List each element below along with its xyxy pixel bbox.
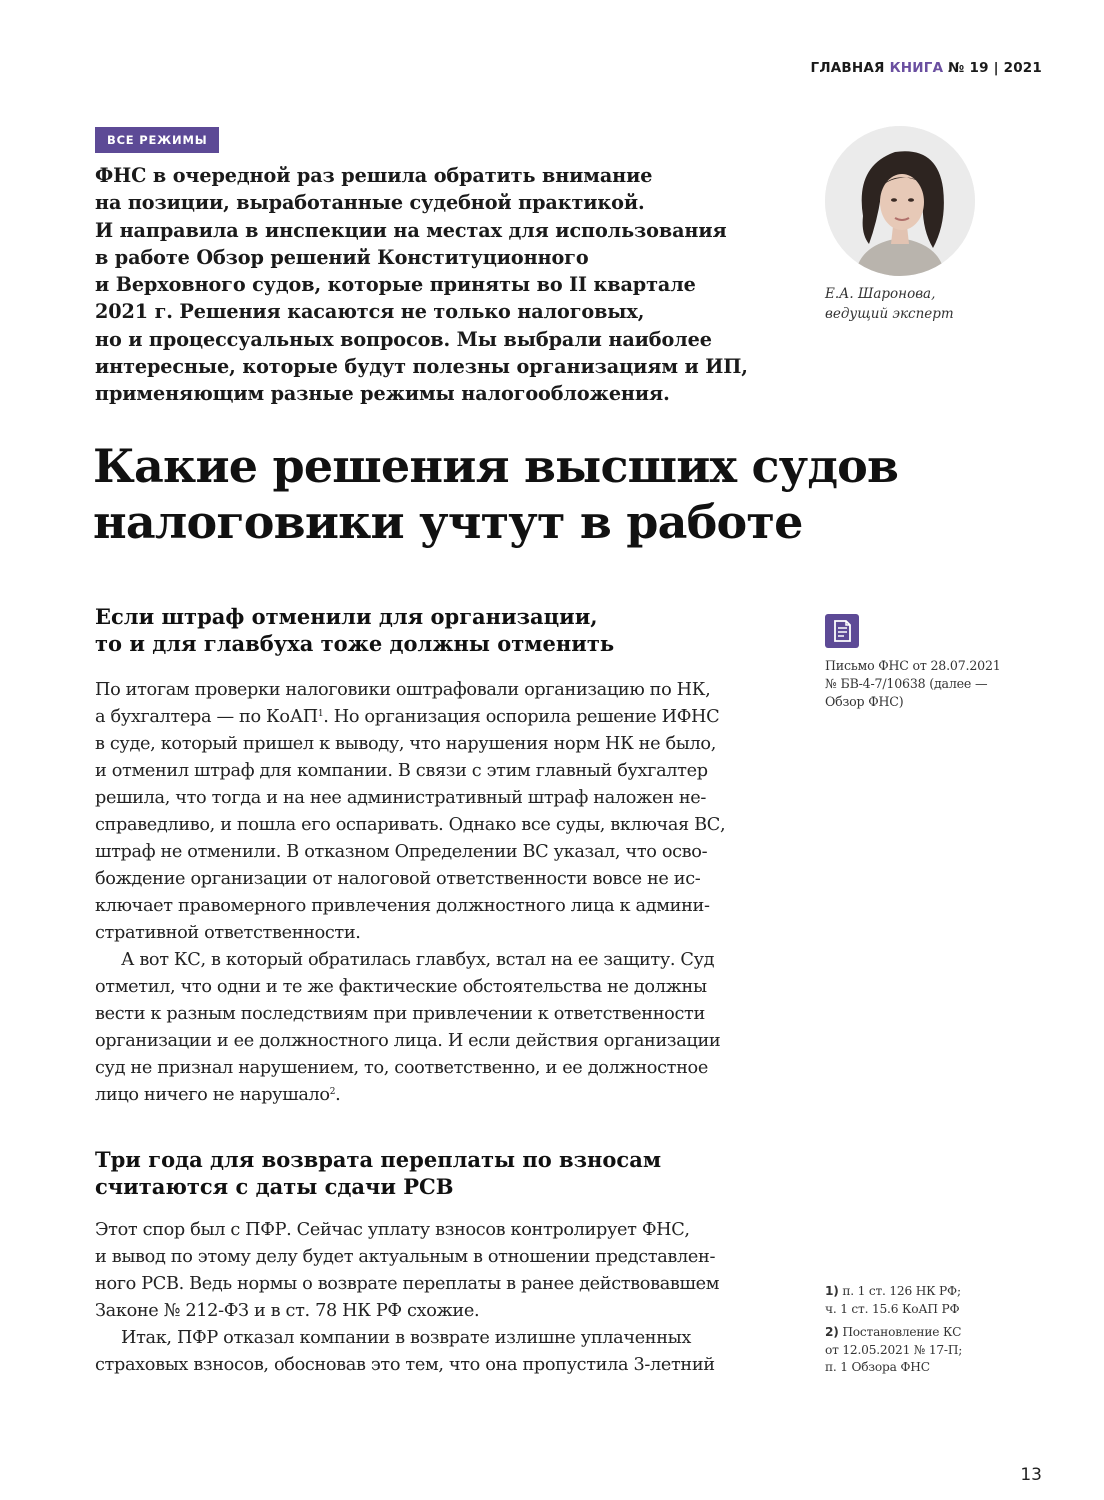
document-icon-glyph xyxy=(825,614,859,648)
section-heading xyxy=(95,603,614,657)
lead-line: в работе Обзор решений Конституционного xyxy=(95,245,589,269)
body-line: суд не признал нарушением, то, соответственно, и ее должностное xyxy=(95,1058,708,1078)
author-role: ведущий эксперт xyxy=(825,306,954,322)
brand-name-accent: КНИГА xyxy=(889,60,944,76)
title-line: Какие решения высших судов xyxy=(93,439,899,493)
section-heading-line: Три года для возврата переплаты по взносам xyxy=(95,1147,662,1172)
lead-line: ФНС в очередной раз решила обратить внимание xyxy=(95,164,653,187)
author-name: Е.А. Шаронова, xyxy=(825,286,936,302)
section-heading-line: то и для главбуха тоже должны отменить xyxy=(95,631,615,656)
lead-paragraph xyxy=(95,162,785,408)
body-line: Этот спор был с ПФР. Сейчас уплату взносов контролирует ФНС, xyxy=(95,1220,690,1240)
issue-number: № 19 | 2021 xyxy=(948,60,1042,76)
source-note-line: № БВ-4-7/10638 (далее — xyxy=(825,676,988,691)
body-line: в суде, который пришел к выводу, что нарушения норм НК не было, xyxy=(95,734,716,754)
body-line: отметил, что одни и те же фактические обстоятельства не должны xyxy=(95,977,707,997)
footnote-ref[interactable]: 2 xyxy=(329,1087,336,1097)
footnote-line xyxy=(825,1324,962,1342)
page-number: 13 xyxy=(1020,1465,1042,1485)
footnote-line xyxy=(825,1283,962,1301)
body-line: Законе № 212-ФЗ и в ст. 78 НК РФ схожие. xyxy=(95,1301,480,1321)
footnote-number: 2) xyxy=(825,1325,839,1339)
footnote-number: 1) xyxy=(825,1284,839,1298)
body-line: страховых взносов, обосновав это тем, что она пропустила 3-летний xyxy=(95,1355,715,1375)
body-line: решила, что тогда и на нее административный штраф наложен не- xyxy=(95,788,707,808)
section-heading-line: Если штраф отменили для организации, xyxy=(95,604,598,629)
body-line: и отменил штраф для компании. В связи с этим главный бухгалтер xyxy=(95,761,708,781)
lead-line: и Верховного судов, которые приняты во II квартале xyxy=(95,273,696,297)
body-line: По итогам проверки налоговики оштрафовали организацию по НК, xyxy=(95,680,711,700)
body-line xyxy=(95,1082,775,1109)
brand-name: ГЛАВНАЯ xyxy=(810,60,885,76)
lead-line: И направила в инспекции на местах для использования xyxy=(95,218,727,242)
footnote-text: п. 1 ст. 126 НК РФ; xyxy=(842,1284,961,1298)
lead-line: на позиции, выработанные судебной практикой. xyxy=(95,191,645,215)
body-line: А вот КС, в который обратилась главбух, встал на ее защиту. Суд xyxy=(121,950,715,970)
source-note xyxy=(825,657,1001,711)
author-photo xyxy=(825,126,975,276)
body-line xyxy=(95,704,775,731)
body-line: справедливо, и пошла его оспаривать. Однако все суды, включая ВС, xyxy=(95,815,726,835)
footnote-text: Постановление КС xyxy=(842,1325,962,1339)
section-heading xyxy=(95,1146,661,1200)
body-line: стративной ответственности. xyxy=(95,923,361,943)
section-body xyxy=(95,677,775,1109)
body-text: . Но организация оспорила решение ИФНС xyxy=(323,707,720,727)
author-portrait-illustration xyxy=(825,126,975,276)
title-line: налоговики учтут в работе xyxy=(93,495,803,549)
footnote xyxy=(825,1283,962,1318)
footnote-ref[interactable]: 1 xyxy=(317,709,324,719)
footnotes xyxy=(825,1283,962,1383)
body-line: и вывод по этому делу будет актуальным в отношении представлен- xyxy=(95,1247,716,1267)
footnote-line: ч. 1 ст. 15.6 КоАП РФ xyxy=(825,1301,960,1316)
body-line: ного РСВ. Ведь нормы о возврате переплаты в ранее действовавшем xyxy=(95,1274,720,1294)
body-line: вести к разным последствиям при привлечении к ответственности xyxy=(95,1004,705,1024)
author-caption xyxy=(825,284,954,324)
body-line: бождение организации от налоговой ответственности вовсе не ис- xyxy=(95,869,701,889)
section-body xyxy=(95,1217,775,1379)
rubric-badge: ВСЕ РЕЖИМЫ xyxy=(95,127,219,153)
body-line: Итак, ПФР отказал компании в возврате излишне уплаченных xyxy=(121,1328,692,1348)
body-line: организации и ее должностного лица. И если действия организации xyxy=(95,1031,721,1051)
article-title xyxy=(93,438,898,550)
source-note-line: Письмо ФНС от 28.07.2021 xyxy=(825,658,1001,673)
footnote-line: от 12.05.2021 № 17-П; xyxy=(825,1342,963,1357)
lead-line: интересные, которые будут полезны организациям и ИП, xyxy=(95,355,748,379)
document-icon xyxy=(825,614,859,648)
body-line: ключает правомерного привлечения должностного лица к админи- xyxy=(95,896,710,916)
lead-line: 2021 г. Решения касаются не только налоговых, xyxy=(95,300,645,324)
body-text: а бухгалтера — по КоАП xyxy=(95,707,318,727)
body-text: лицо ничего не нарушало xyxy=(95,1085,330,1105)
source-note-line: Обзор ФНС) xyxy=(825,694,904,709)
footnote xyxy=(825,1324,962,1377)
lead-line: но и процессуальных вопросов. Мы выбрали наиболее xyxy=(95,327,712,351)
magazine-header xyxy=(811,60,1042,76)
body-text: . xyxy=(335,1085,341,1105)
lead-line: применяющим разные режимы налогообложения. xyxy=(95,382,670,406)
footnote-line: п. 1 Обзора ФНС xyxy=(825,1360,930,1374)
body-line: штраф не отменили. В отказном Определении ВС указал, что осво- xyxy=(95,842,708,862)
section-heading-line: считаются с даты сдачи РСВ xyxy=(95,1174,454,1199)
